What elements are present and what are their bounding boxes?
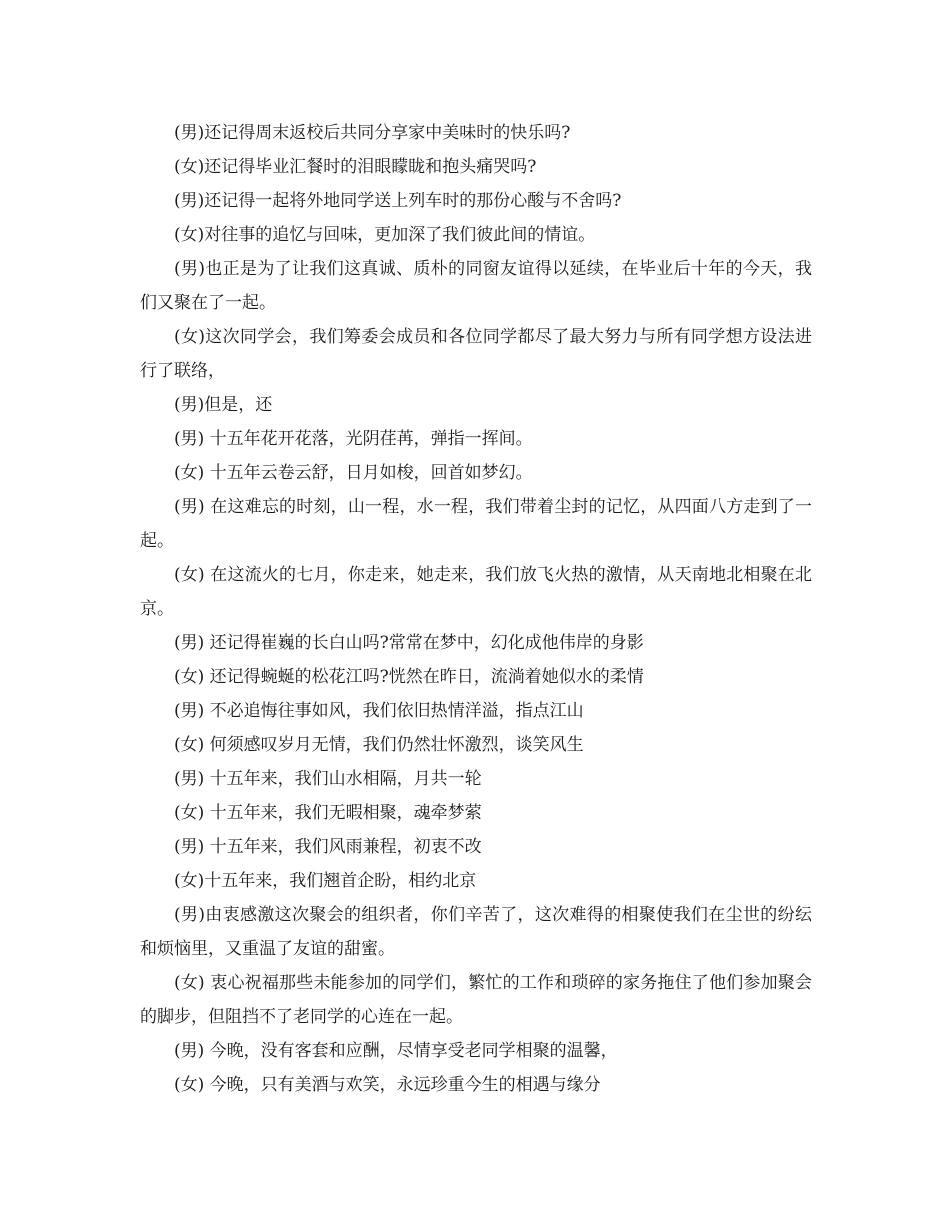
paragraph-21: (女) 衷心祝福那些未能参加的同学们，繁忙的工作和琐碎的家务拖住了他们参加聚会的脚步，但阻挡不了老同学的心连在一起。 xyxy=(140,973,812,1027)
paragraph-23: (女) 今晚，只有美酒与欢笑，永远珍重今生的相遇与缘分 xyxy=(174,1075,601,1095)
paragraph-14: (男) 不必追悔往事如风，我们依旧热情洋溢，指点江山 xyxy=(174,701,584,721)
document-page xyxy=(140,116,812,1102)
paragraph-7: (男)但是，还 xyxy=(174,395,273,415)
paragraph-6: (女)这次同学会，我们筹委会成员和各位同学都尽了最大努力与所有同学想方设法进行了联络， xyxy=(140,327,812,381)
paragraph-18: (男) 十五年来，我们风雨兼程，初衷不改 xyxy=(174,837,482,857)
paragraph-19: (女)十五年来，我们翘首企盼，相约北京 xyxy=(174,871,477,891)
paragraph-3: (男)还记得一起将外地同学送上列车时的那份心酸与不舍吗? xyxy=(174,191,622,211)
paragraph-16: (男) 十五年来，我们山水相隔，月共一轮 xyxy=(174,769,482,789)
paragraph-12: (男) 还记得崔巍的长白山吗?常常在梦中，幻化成他伟岸的身影 xyxy=(174,633,644,653)
paragraph-5: (男)也正是为了让我们这真诚、质朴的同窗友谊得以延续，在毕业后十年的今天，我们又聚在了一起。 xyxy=(140,259,812,313)
paragraph-9: (女) 十五年云卷云舒，日月如梭，回首如梦幻。 xyxy=(174,463,533,483)
paragraph-1: (男)还记得周末返校后共同分享家中美味时的快乐吗? xyxy=(174,123,571,143)
paragraph-22: (男) 今晚，没有客套和应酬，尽情享受老同学相聚的温馨， xyxy=(174,1041,618,1061)
paragraph-10: (男) 在这难忘的时刻，山一程，水一程，我们带着尘封的记忆，从四面八方走到了一起。 xyxy=(140,497,812,551)
paragraph-17: (女) 十五年来，我们无暇相聚，魂牵梦萦 xyxy=(174,803,482,823)
paragraph-20: (男)由衷感激这次聚会的组织者，你们辛苦了，这次难得的相聚使我们在尘世的纷纭和烦恼里，又重温了友谊的甜蜜。 xyxy=(140,905,812,959)
paragraph-11: (女) 在这流火的七月，你走来，她走来，我们放飞火热的激情，从天南地北相聚在北京。 xyxy=(140,565,812,619)
paragraph-13: (女) 还记得蜿蜒的松花江吗?恍然在昨日，流淌着她似水的柔情 xyxy=(174,667,644,687)
paragraph-4: (女)对往事的追忆与回味，更加深了我们彼此间的情谊。 xyxy=(174,225,596,245)
paragraph-8: (男) 十五年花开花落，光阴荏苒，弹指一挥间。 xyxy=(174,429,533,449)
paragraph-15: (女) 何须感叹岁月无情，我们仍然壮怀激烈，谈笑风生 xyxy=(174,735,584,755)
paragraph-2: (女)还记得毕业汇餐时的泪眼矇眬和抱头痛哭吗? xyxy=(174,157,537,177)
